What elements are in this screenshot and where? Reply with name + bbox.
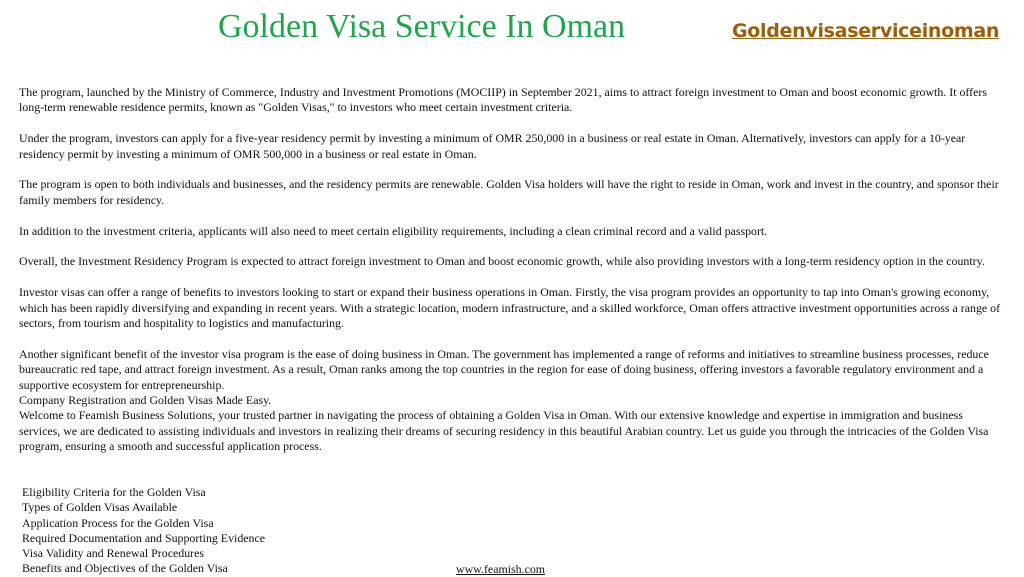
list-item: Benefits and Objectives of the Golden Visa [22,561,228,576]
list-item: Visa Validity and Renewal Procedures [22,546,205,561]
page-title: Golden Visa Service In Oman [218,8,626,45]
paragraph: Investor visas can offer a range of benefits to investors looking to start or expand their business operations in Oman. Firstly, the visa program provides an opportunity to tap into Oman's growing economy, which has been rapidly diversifying and expanding in recent years. With a strategic location, modern infrastructure, and a skilled workforce, Oman offers attractive investment opportunities across a range of sectors, from tourism and hospitality to logistics and manufacturing. [19,285,1001,331]
topics-list [22,485,265,577]
website-link[interactable]: www.feamish.com [456,562,546,576]
paragraph: Overall, the Investment Residency Program is expected to attract foreign investment to Oman and boost economic growth, while also providing investors with a long-term residency option in the country. [19,254,985,269]
paragraph: In addition to the investment criteria, applicants will also need to meet certain eligibility requirements, including a clean criminal record and a valid passport. [19,223,768,238]
paragraph: Welcome to Feamish Business Solutions, your trusted partner in navigating the process of obtaining a Golden Visa in Oman. With our extensive knowledge and expertise in immigration and business services, we are dedicated to assisting individuals and investors in realizing their dreams of securing residency in this beautiful Arabian country. Let us guide you through the intricacies of the Golden Visa program, ensuring a smooth and successful application process. [19,408,989,454]
paragraph: Under the program, investors can apply for a five-year residency permit by investing a minimum of OMR 250,000 in a business or real estate in Oman. Alternatively, investors can apply for a 10-year residency permit by investing a minimum of OMR 500,000 in a business or real estate in Oman. [19,131,966,161]
paragraph: The program is open to both individuals and businesses, and the residency permits are renewable. Golden Visa holders will have the right to reside in Oman, work and invest in the country, and sponsor their family members for residency. [19,177,999,207]
body-text [19,85,1004,455]
list-item: Eligibility Criteria for the Golden Visa [22,485,206,499]
section-heading: Company Registration and Golden Visas Made Easy. [19,393,272,408]
list-item: Application Process for the Golden Visa [22,515,214,530]
list-item: Required Documentation and Supporting Evidence [22,530,266,545]
list-item: Types of Golden Visas Available [22,500,178,515]
brand-link[interactable]: Goldenvisaserviceinoman [732,20,1000,42]
paragraph: Another significant benefit of the investor visa program is the ease of doing business in Oman. The government has implemented a range of reforms and initiatives to streamline business processes, reduce bureaucratic red tape, and attract foreign investment. As a result, Oman ranks among the top countries in the region for ease of doing business, offering investors a favorable regulatory environment and a supportive ecosystem for entrepreneurship. [19,346,989,392]
paragraph: The program, launched by the Ministry of Commerce, Industry and Investment Promotions (MOCIIP) in September 2021, aims to attract foreign investment to Oman and boost economic growth. It offers long-term renewable residence permits, known as "Golden Visas," to investors who meet certain investment criteria. [19,85,988,115]
